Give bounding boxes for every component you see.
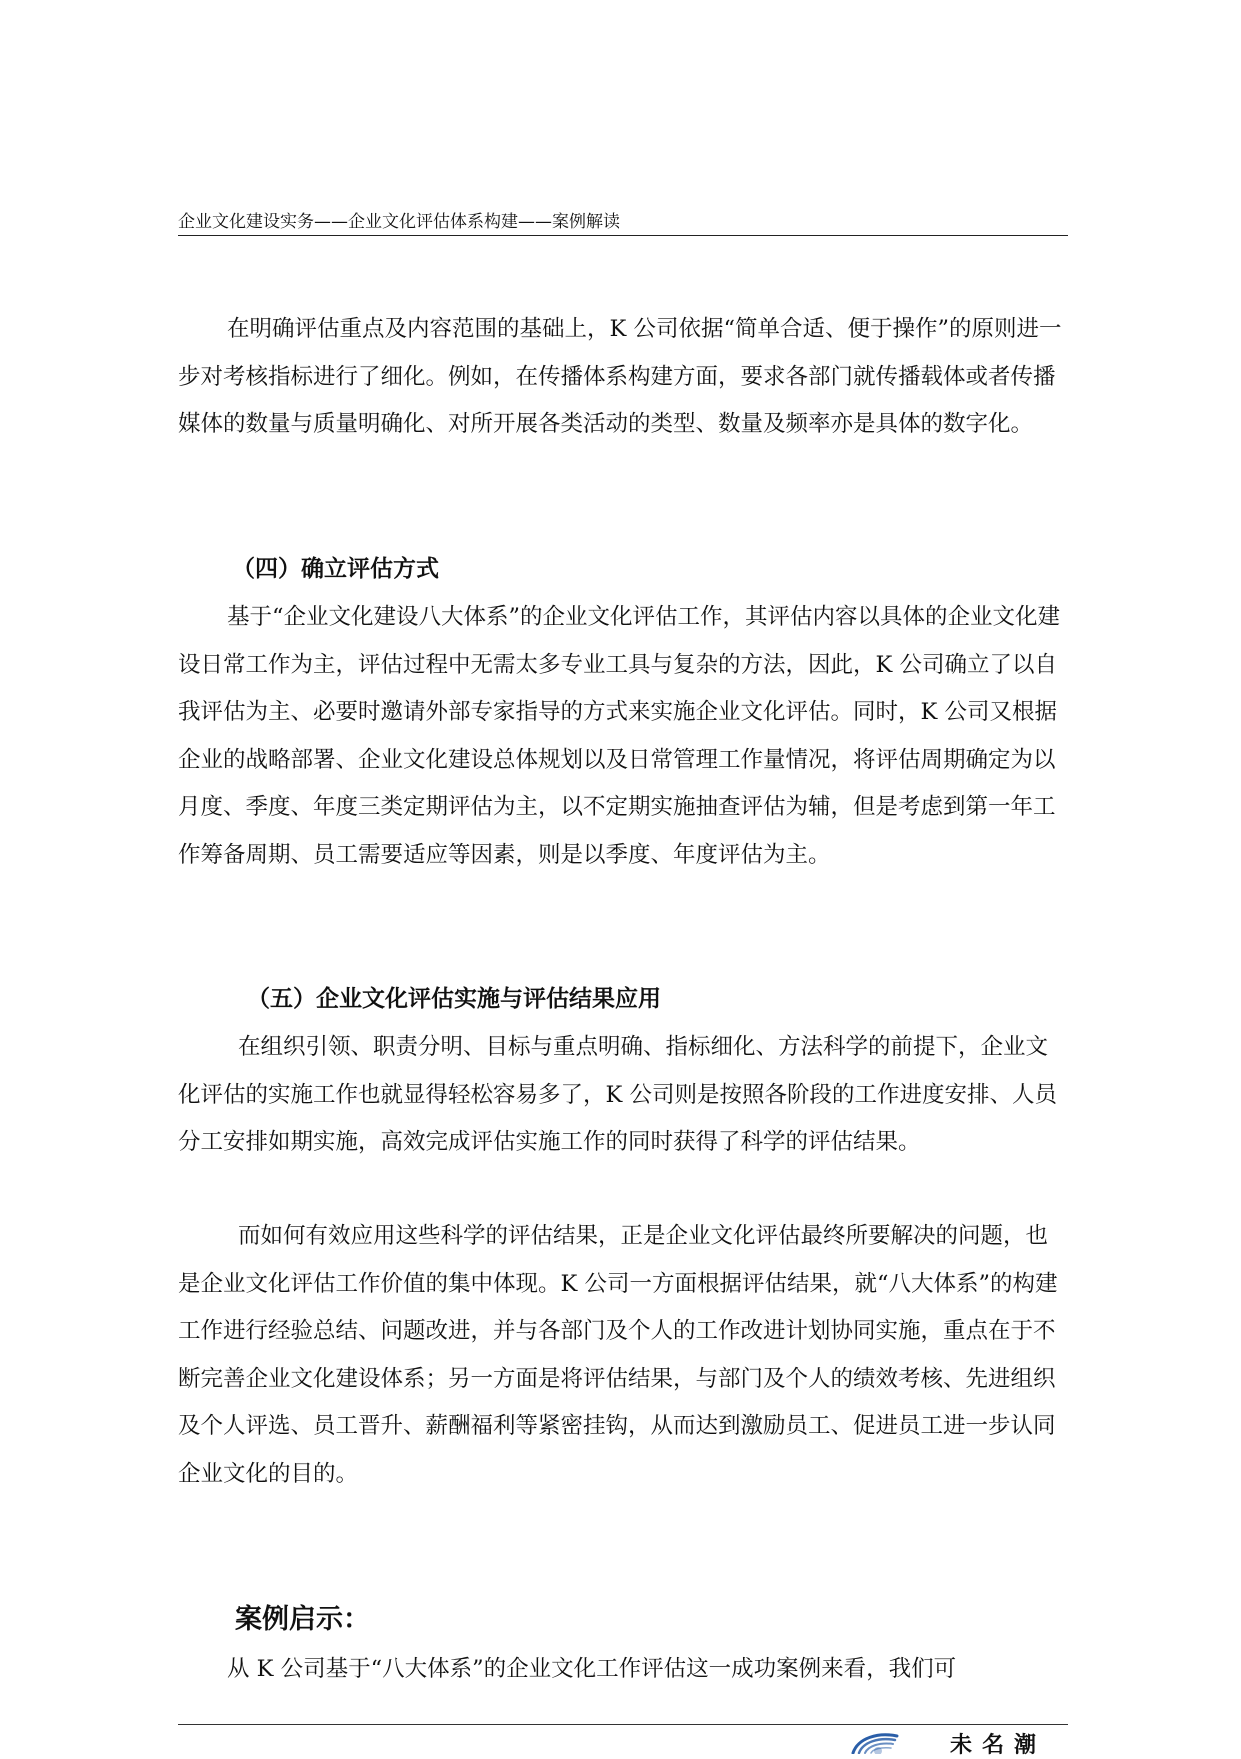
brand-name: 未名潮: [950, 1733, 1047, 1758]
swirl-logo-icon: [850, 1728, 900, 1754]
section-5-paragraph-1: 在组织引领、职责分明、目标与重点明确、指标细化、方法科学的前提下，企业文化评估的实施工作也就显得轻松容易多了，K 公司则是按照各阶段的工作进度安排、人员分工安排如期实施，高效完成评估实施工作的同时获得了科学的评估结果。: [178, 1034, 1057, 1155]
section-4-heading: （四）确立评估方式: [232, 556, 439, 582]
intro-paragraph: 在明确评估重点及内容范围的基础上，K 公司依据“简单合适、便于操作”的原则进一步对考核指标进行了细化。例如，在传播体系构建方面，要求各部门就传播载体或者传播媒体的数量与质量明确化、对所开展各类活动的类型、数量及频率亦是具体的数字化。: [178, 316, 1062, 437]
section-4-paragraph: 基于“企业文化建设八大体系”的企业文化评估工作，其评估内容以具体的企业文化建设日常工作为主，评估过程中无需太多专业工具与复杂的方法，因此，K 公司确立了以自我评估为主、必要时邀请外部专家指导的方式来实施企业文化评估。同时，K 公司又根据企业的战略部署、企业文化建设总体规划以及日常管理工作量情况，将评估周期确定为以月度、季度、年度三类定期评估为主，以不定期实施抽查评估为辅，但是考虑到第一年工作筹备周期、员工需要适应等因素，则是以季度、年度评估为主。: [178, 604, 1061, 868]
section-5-heading: （五）企业文化评估实施与评估结果应用: [247, 986, 661, 1012]
footer-divider: [178, 1724, 1068, 1725]
running-header: 企业文化建设实务——企业文化评估体系构建——案例解读: [178, 212, 620, 232]
section-5-paragraph-2: 而如何有效应用这些科学的评估结果，正是企业文化评估最终所要解决的问题，也是企业文化评估工作价值的集中体现。K 公司一方面根据评估结果，就“八大体系”的构建工作进行经验总结、问题改进，并与各部门及个人的工作改进计划协同实施，重点在于不断完善企业文化建设体系；另一方面是将评估结果，与部门及个人的绩效考核、先进组织及个人评选、员工晋升、薪酬福利等紧密挂钩，从而达到激励员工、促进员工进一步认同企业文化的目的。: [178, 1223, 1058, 1487]
case-insight-paragraph: 从 K 公司基于“八大体系”的企业文化工作评估这一成功案例来看，我们可: [227, 1656, 957, 1682]
case-insight-heading: 案例启示：: [235, 1604, 370, 1635]
header-divider: [178, 235, 1068, 236]
